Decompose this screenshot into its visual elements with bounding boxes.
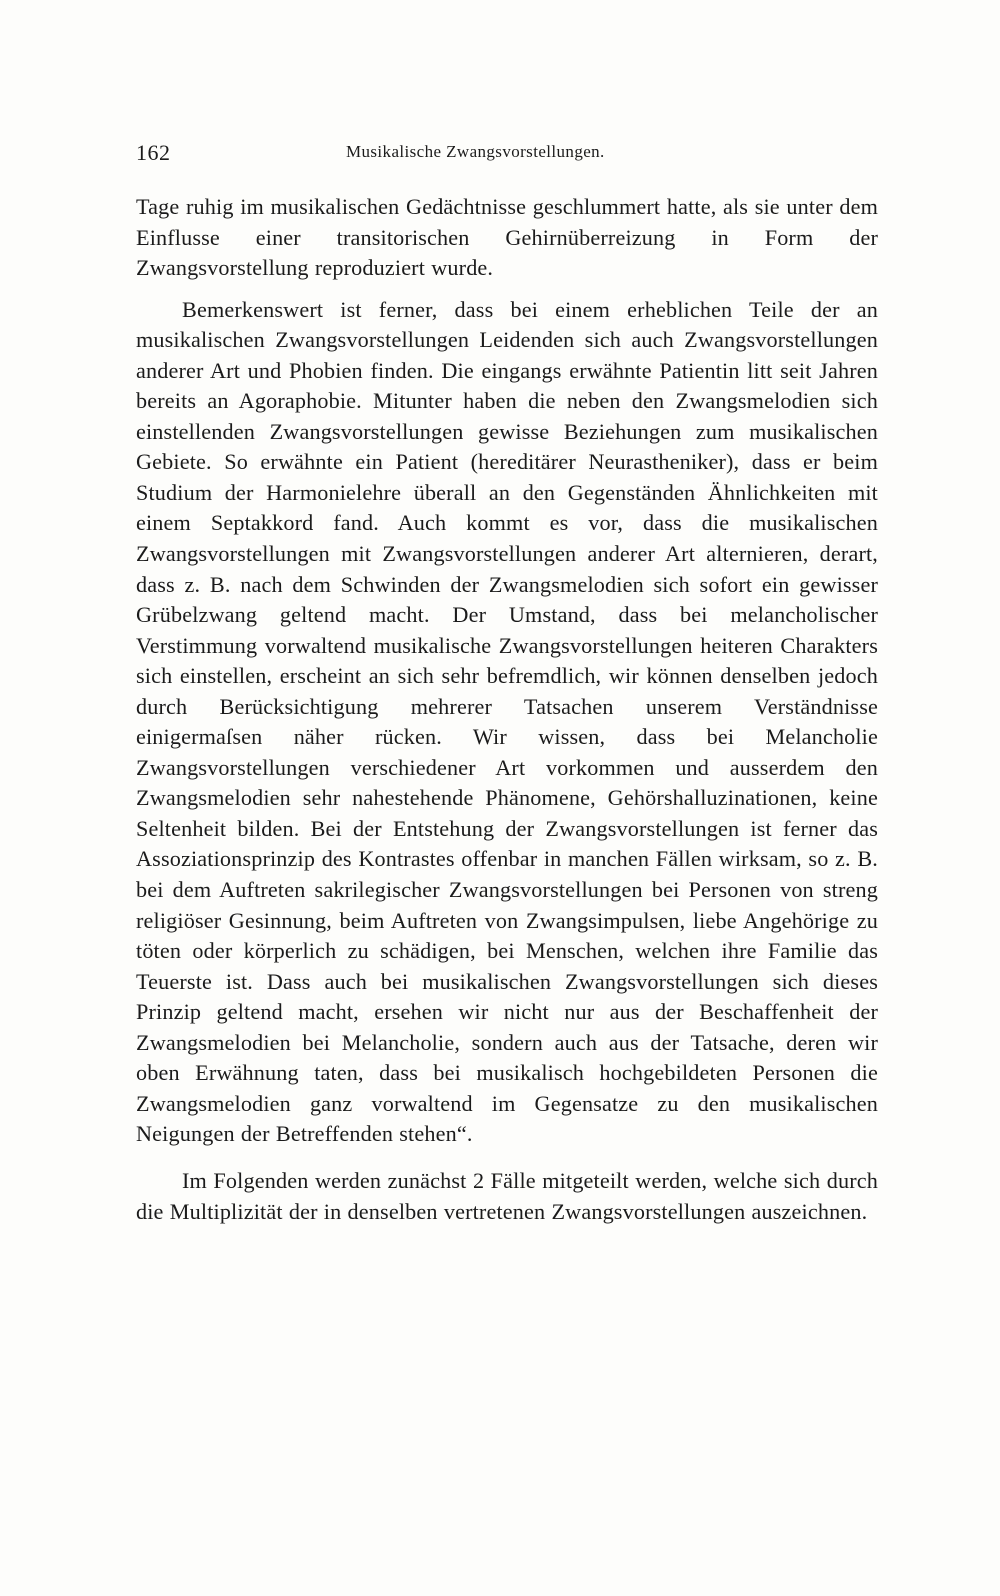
running-title: Musikalische Zwangsvorstellungen. xyxy=(346,142,605,161)
book-page xyxy=(136,140,878,1227)
running-head xyxy=(136,140,878,174)
paragraph-main: Bemerkenswert ist ferner, dass bei einem erheblichen Teile der an musikalischen Zwangsvorstellungen Leidenden sich auch Zwangsvorstellungen anderer Art und Phobien finden. Die eingangs erwähnte Patientin litt seit Jahren bereits an Agoraphobie. Mitunter haben die neben den Zwangsmelodien sich einstellenden Zwangsvorstellungen gewisse Beziehungen zum musikalischen Gebiete. So erwähnte ein Patient (hereditärer Neurastheniker), dass er beim Studium der Harmonielehre überall an den Gegenständen Ähnlichkeiten mit einem Septakkord fand. Auch kommt es vor, dass die musikalischen Zwangsvorstellungen mit Zwangsvorstellungen anderer Art alternieren, derart, dass z. B. nach dem Schwinden der Zwangsmelodien sich sofort ein gewisser Grübelzwang geltend macht. Der Umstand, dass bei melancholischer Verstimmung vorwaltend musikalische Zwangsvorstellungen heiteren Charakters sich einstellen, erscheint an sich sehr befremdlich, wir können denselben jedoch durch Berücksichtigung mehrerer Tatsachen unserem Verständnisse einigermaſsen näher rücken. Wir wissen, dass bei Melancholie Zwangsvorstellungen verschiedener Art vorkommen und ausserdem den Zwangsmelodien sehr nahestehende Phänomene, Gehörshalluzinationen, keine Seltenheit bilden. Bei der Entstehung der Zwangsvorstellungen ist ferner das Assoziationsprinzip des Kontrastes offenbar in manchen Fällen wirksam, so z. B. bei dem Auftreten sakrilegischer Zwangsvorstellungen bei Personen von streng religiöser Gesinnung, beim Auftreten von Zwangsimpulsen, liebe Angehörige zu töten oder körperlich zu schädigen, bei Menschen, welchen ihre Familie das Teuerste ist. Dass auch bei musikalischen Zwangsvorstellungen sich dieses Prinzip geltend macht, ersehen wir nicht nur aus der Beschaffenheit der Zwangsmelodien bei Melancholie, sondern auch aus der Tatsache, deren wir oben Erwähnung taten, dass bei musikalisch hochgebildeten Personen die Zwangsmelodien ganz vorwaltend im Gegensatze zu den musikalischen Neigungen der Betreffenden stehen“. xyxy=(136,296,878,1147)
paragraph-continued: Tage ruhig im musikalischen Gedächtnisse geschlummert hatte, als sie unter dem Einflusse einer transitorischen Gehirnüberreizung in Form der Zwangsvorstellung reproduziert wurde. xyxy=(136,194,878,281)
paragraph-final: Im Folgenden werden zunächst 2 Fälle mitgeteilt werden, welche sich durch die Multiplizität der in denselben vertretenen Zwangsvorstellungen auszeichnen. xyxy=(136,1167,878,1224)
page-number: 162 xyxy=(136,140,171,165)
